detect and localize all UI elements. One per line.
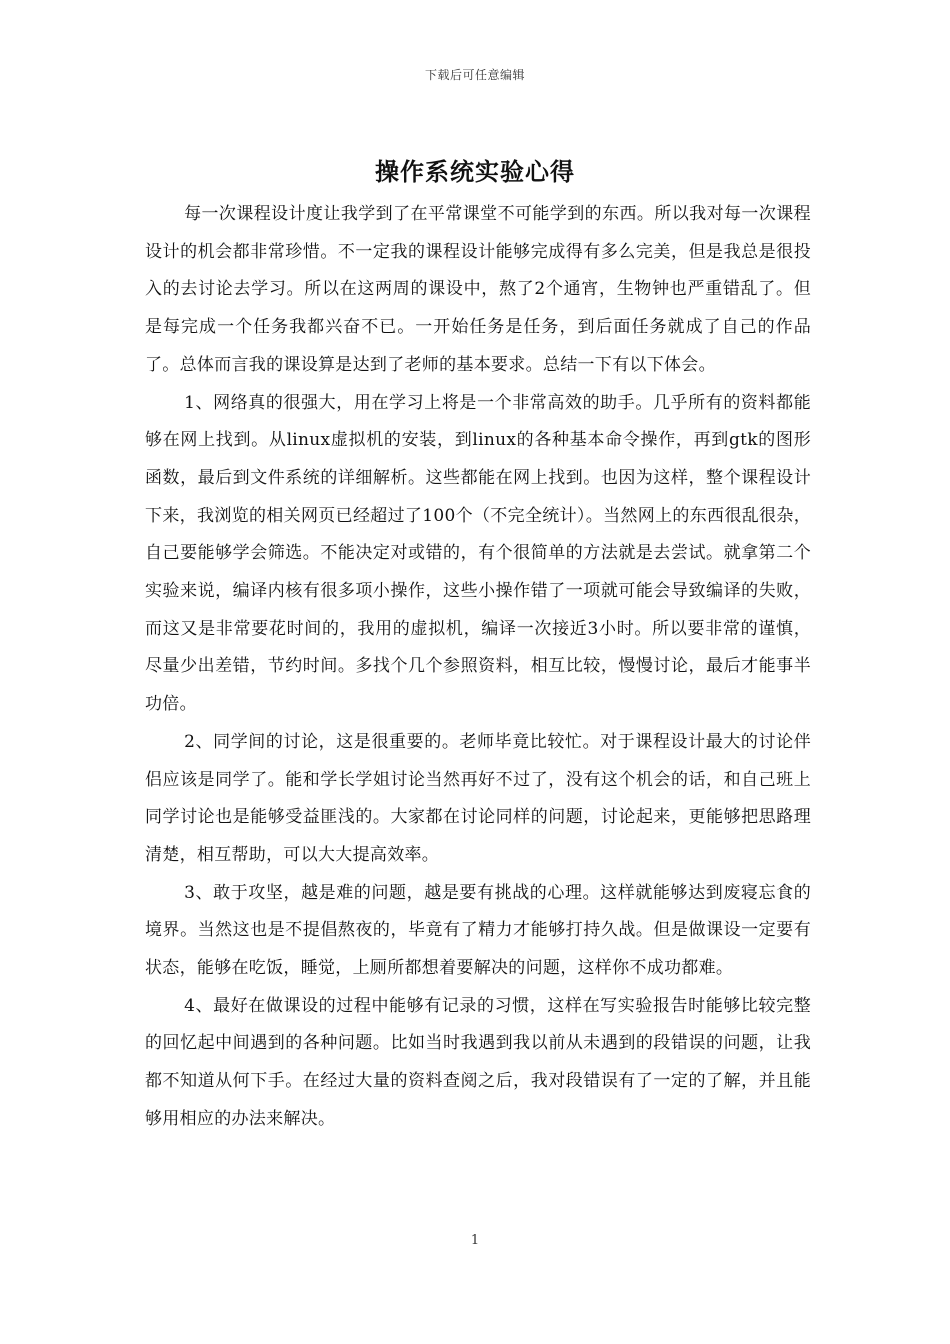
document-title: 操作系统实验心得 [375,157,575,186]
page-number: 1 [470,1233,480,1248]
paragraph-intro: 每一次课程设计度让我学到了在平常课堂不可能学到的东西。所以我对每一次课程设计的机会都非常珍惜。不一定我的课程设计能够完成得有多么完美，但是我总是很投入的去讨论去学习。所以在这两周的课设中，熬了2个通宵，生物钟也严重错乱了。但是每完成一个任务我都兴奋不已。一开始任务是任务，到后面任务就成了自己的作品了。总体而言我的课设算是达到了老师的基本要求。总结一下有以下体会。 [145,204,811,375]
page-header: 下载后可任意编辑 [424,68,525,82]
document-body [145,196,811,1139]
paragraph-point-2: 2、同学间的讨论，这是很重要的。老师毕竟比较忙。对于课程设计最大的讨论伴侣应该是同学了。能和学长学姐讨论当然再好不过了，没有这个机会的话，和自己班上同学讨论也是能够受益匪浅的。大家都在讨论同样的问题，讨论起来，更能够把思路理清楚，相互帮助，可以大大提高效率。 [145,731,811,865]
paragraph-point-3: 3、敢于攻坚，越是难的问题，越是要有挑战的心理。这样就能够达到废寝忘食的境界。当然这也是不提倡熬夜的，毕竟有了精力才能够打持久战。但是做课设一定要有状态，能够在吃饭，睡觉，上厕所都想着要解决的问题，这样你不成功都难。 [145,882,811,979]
paragraph-point-1: 1、网络真的很强大，用在学习上将是一个非常高效的助手。几乎所有的资料都能够在网上找到。从linux虚拟机的安装，到linux的各种基本命令操作，再到gtk的图形函数，最后到文件系统的详细解析。这些都能在网上找到。也因为这样，整个课程设计下来，我浏览的相关网页已经超过了100个（不完全统计）。当然网上的东西很乱很杂，自己要能够学会筛选。不能决定对或错的，有个很简单的方法就是去尝试。就拿第二个实验来说，编译内核有很多项小操作，这些小操作错了一项就可能会导致编译的失败，而这又是非常要花时间的，我用的虚拟机，编译一次接近3小时。所以要非常的谨慎，尽量少出差错，节约时间。多找个几个参照资料，相互比较，慢慢讨论，最后才能事半功倍。 [145,392,811,715]
paragraph-point-4: 4、最好在做课设的过程中能够有记录的习惯，这样在写实验报告时能够比较完整的回忆起中间遇到的各种问题。比如当时我遇到我以前从未遇到的段错误的问题，让我都不知道从何下手。在经过大量的资料查阅之后，我对段错误有了一定的了解，并且能够用相应的办法来解决。 [145,995,811,1129]
